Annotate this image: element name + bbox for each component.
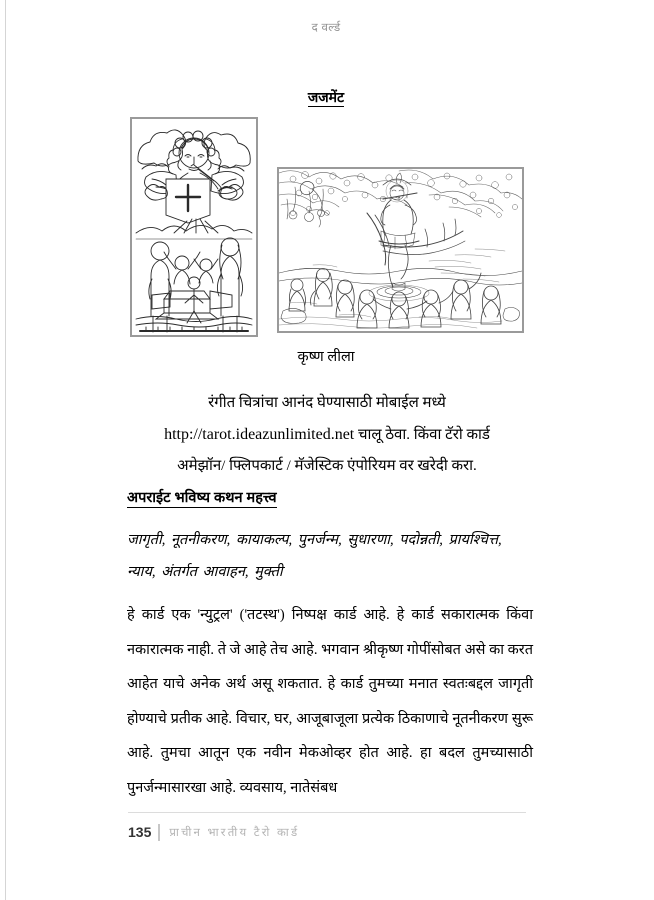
section-heading-text: अपराईट भविष्य कथन महत्त्व bbox=[127, 490, 277, 506]
section-heading bbox=[127, 487, 527, 507]
promo-block bbox=[127, 388, 527, 482]
promo-line-2-rest: चालू ठेवा. किंवा टॅरो कार्ड bbox=[354, 427, 490, 443]
krishna-leela-image bbox=[277, 167, 524, 333]
promo-line-3: अमेझॉन/ फ्लिपकार्ट / मॅजेस्टिक एंपोरियम वर खरेदी करा. bbox=[177, 458, 477, 474]
footer-page-number: 135 bbox=[128, 824, 152, 840]
krishna-leela-art bbox=[279, 169, 522, 331]
running-head: द वर्ल्ड bbox=[311, 22, 341, 34]
judgement-tarot-card-art bbox=[132, 119, 256, 335]
tarot-website-url[interactable]: http://tarot.ideazunlimited.net bbox=[164, 426, 355, 443]
body-paragraph: हे कार्ड एक 'न्युट्रल' ('तटस्थ') निष्पक्ष कार्ड आहे. हे कार्ड सकारात्मक किंवा नकारात्मक नाही. ते जे आहे तेच आहे. भगवान श्रीकृष्ण गोपींसोबत असे का करत आहेत याचे अनेक अर्थ असू शकतात. हे कार्ड तुमच्या मनात स्वतःबद्दल जागृती होण्याचे प्रतीक आहे. विचार, घर, आजूबाजूला प्रत्येक ठिकाणाचे नूतनीकरण सुरू आहे. तुमचा आतून एक नवीन मेकओव्हर होत आहे. हा बदल तुमच्यासाठी पुनर्जन्मासारखा आहे. व्यवसाय, नातेसंबध bbox=[127, 607, 533, 796]
chapter-title-text: जजमेंट bbox=[307, 89, 345, 105]
footer-divider-rule bbox=[128, 812, 526, 813]
promo-line-2 bbox=[127, 419, 527, 451]
footer-separator bbox=[158, 824, 160, 841]
promo-line-1: रंगीत चित्रांचा आनंद घेण्यासाठी मोबाईल मध्ये bbox=[208, 395, 446, 411]
footer-book-title: प्राचीन भारतीय टैरो कार्ड bbox=[169, 826, 300, 839]
keywords-list: जागृती, नूतनीकरण, कायाकल्प, पुनर्जन्म, सुधारणा, पदोन्नती, प्रायश्चित्त, न्याय, अंतर्गत आवाहन, मुक्ती bbox=[127, 532, 502, 580]
chapter-title bbox=[127, 88, 525, 107]
figure-caption: कृष्ण लीला bbox=[297, 349, 355, 365]
page-footer bbox=[128, 818, 528, 846]
judgement-tarot-card-image bbox=[130, 117, 258, 337]
